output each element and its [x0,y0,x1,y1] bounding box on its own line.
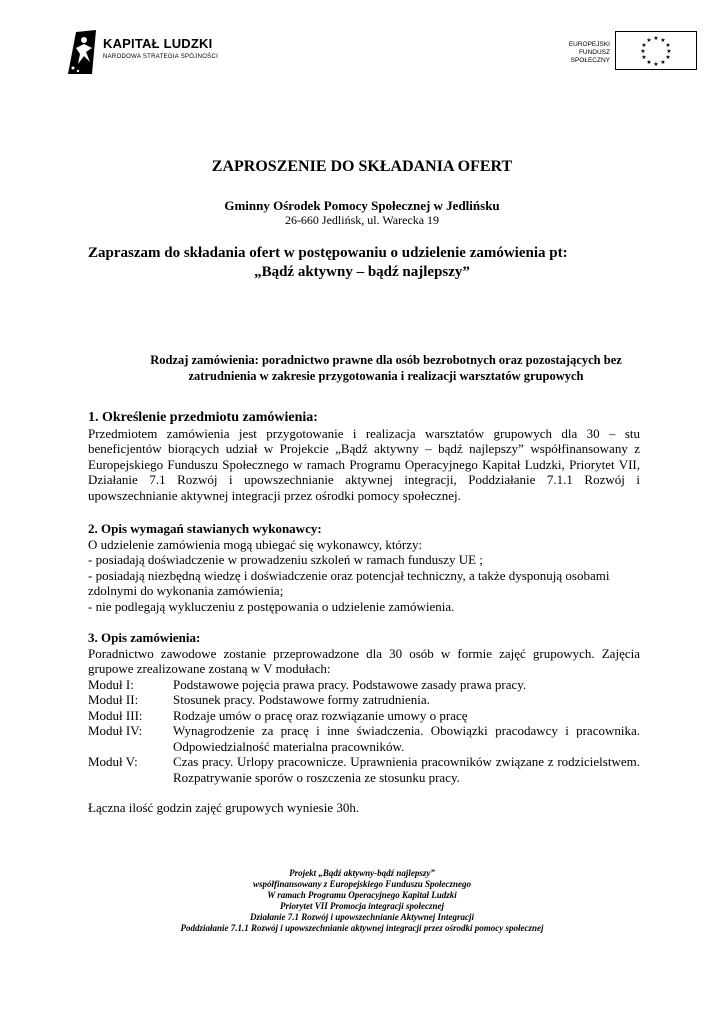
svg-text:★: ★ [646,37,652,44]
footer [0,868,724,934]
footer-line: współfinansowany z Europejskiego Funduszu Społecznego [252,879,472,889]
module-description: Podstawowe pojęcia prawa pracy. Podstawowe zasady prawa pracy. [173,676,527,692]
kapital-ludzki-title: KAPITAŁ LUDZKI [103,36,213,51]
module-name: Moduł III: [88,707,143,723]
svg-text:★: ★ [665,42,671,49]
module-row [88,692,640,708]
list-item: - nie podlegają wykluczeniu z postępowania o udzielenie zamówienia. [88,598,455,614]
footer-line: Poddziałanie 7.1.1 Rozwój i upowszechnianie aktywnej integracji przez ośrodki pomocy społecznej [180,923,544,933]
footer-line: Priorytet VII Promocja integracji społecznej [280,901,444,911]
module-row [88,708,640,724]
module-name: Moduł IV: [88,723,143,738]
section-intro: Poradnictwo zawodowe zostanie przeprowadzone dla 30 osób w formie zajęć grupowych. Zajęcia grupowe zrealizowane zostaną w V modułach: [88,645,640,676]
footer-line: Projekt „Bądź aktywny-bądź najlepszy” [289,868,435,878]
eu-flag-icon [615,31,697,70]
module-name: Moduł V: [88,754,138,769]
module-row [88,754,640,785]
efs-label [540,41,610,65]
module-description: Wynagrodzenie za pracę i inne świadczenia. Obowiązki pracodawcy i pracownika. Odpowiedzialność materialna pracowników. [173,723,640,754]
svg-text:★: ★ [660,59,666,66]
section-description [88,630,640,785]
kapital-ludzki-logo-icon [62,28,102,76]
footer-line: W ramach Programu Operacyjnego Kapitał Ludzki [267,890,457,900]
list-item: - posiadają doświadczenie w prowadzeniu szkoleń w ramach funduszy UE ; [88,552,483,567]
module-description: Rodzaje umów o pracę oraz rozwiązanie umowy o pracę [173,707,468,723]
section-intro: O udzielenie zamówienia mogą ubiegać się wykonawcy, którzy: [88,536,423,552]
svg-text:★: ★ [653,35,659,42]
list-item: - posiadają niezbędną wiedzę i doświadczenie oraz potencjał techniczny, a także dysponują osobami zdolnymi do wykonania zamówienia; [88,567,610,598]
project-name: „Bądź aktywny – bądź najlepszy” [254,264,470,280]
total-hours: Łączna ilość godzin zajęć grupowych wyniesie 30h. [88,800,360,815]
module-row [88,677,640,693]
efs-line2: FUNDUSZ SPOŁECZNY [570,49,610,64]
section-heading: 3. Opis zamówienia: [88,630,201,645]
svg-text:★: ★ [665,54,671,61]
module-name: Moduł II: [88,692,139,707]
efs-line1: EUROPEJSKI [568,41,610,48]
organization-name: Gminny Ośrodek Pomocy Społecznej w Jedlińsku [224,198,500,213]
section-heading: 1. Określenie przedmiotu zamówienia: [88,410,318,425]
invitation-text: Zapraszam do składania ofert w postępowaniu o udzielenie zamówienia pt: [88,245,568,261]
section-requirements [88,521,640,614]
svg-text:★: ★ [660,37,666,44]
module-description: Stosunek pracy. Podstawowe formy zatrudnienia. [173,692,430,707]
organization-address: 26-660 Jedlińsk, ul. Warecka 19 [284,213,440,227]
module-description: Czas pracy. Urlopy pracownicze. Uprawnienia pracowników związane z rodzicielstwem. Rozpatrywanie sporów o roszczenia ze stosunku pracy. [173,754,640,785]
kapital-ludzki-subtitle: NARODOWA STRATEGIA SPÓJNOŚCI [103,54,219,60]
svg-text:★: ★ [640,48,646,55]
svg-text:★: ★ [653,61,659,68]
section-body: Przedmiotem zamówienia jest przygotowanie i realizacja warsztatów grupowych dla 30 – stu beneficjentów biorących udział w Projekcie „Bądź aktywny – bądź najlepszy” współfinansowany z Europejskiego Funduszu Społecznego w ramach Programu Operacyjnego Kapitał Ludzki, Priorytet VII, Działanie 7.1 Rozwój i upowszechnianie aktywnej integracji, Poddziałanie 7.1.1 Rozwój i upowszechnianie aktywnej integracji przez ośrodki pomocy społecznej. [88,425,640,503]
svg-text:★: ★ [666,48,672,55]
order-type: Rodzaj zamówienia: poradnictwo prawne dla osób bezrobotnych oraz pozostających bez zatrudnienia w zakresie przygotowania i realizacji warsztatów grupowych [150,353,622,383]
section-heading: 2. Opis wymagań stawianych wykonawcy: [88,521,322,536]
module-name: Moduł I: [88,676,134,692]
svg-text:★: ★ [646,59,652,66]
footer-line: Działanie 7.1 Rozwój i upowszechnianie Aktywnej Integracji [250,912,474,922]
section-subject [88,410,640,503]
document-title: ZAPROSZENIE DO SKŁADANIA OFERT [211,158,513,175]
svg-text:★: ★ [641,42,647,49]
module-row [88,723,640,754]
svg-text:★: ★ [641,54,647,61]
